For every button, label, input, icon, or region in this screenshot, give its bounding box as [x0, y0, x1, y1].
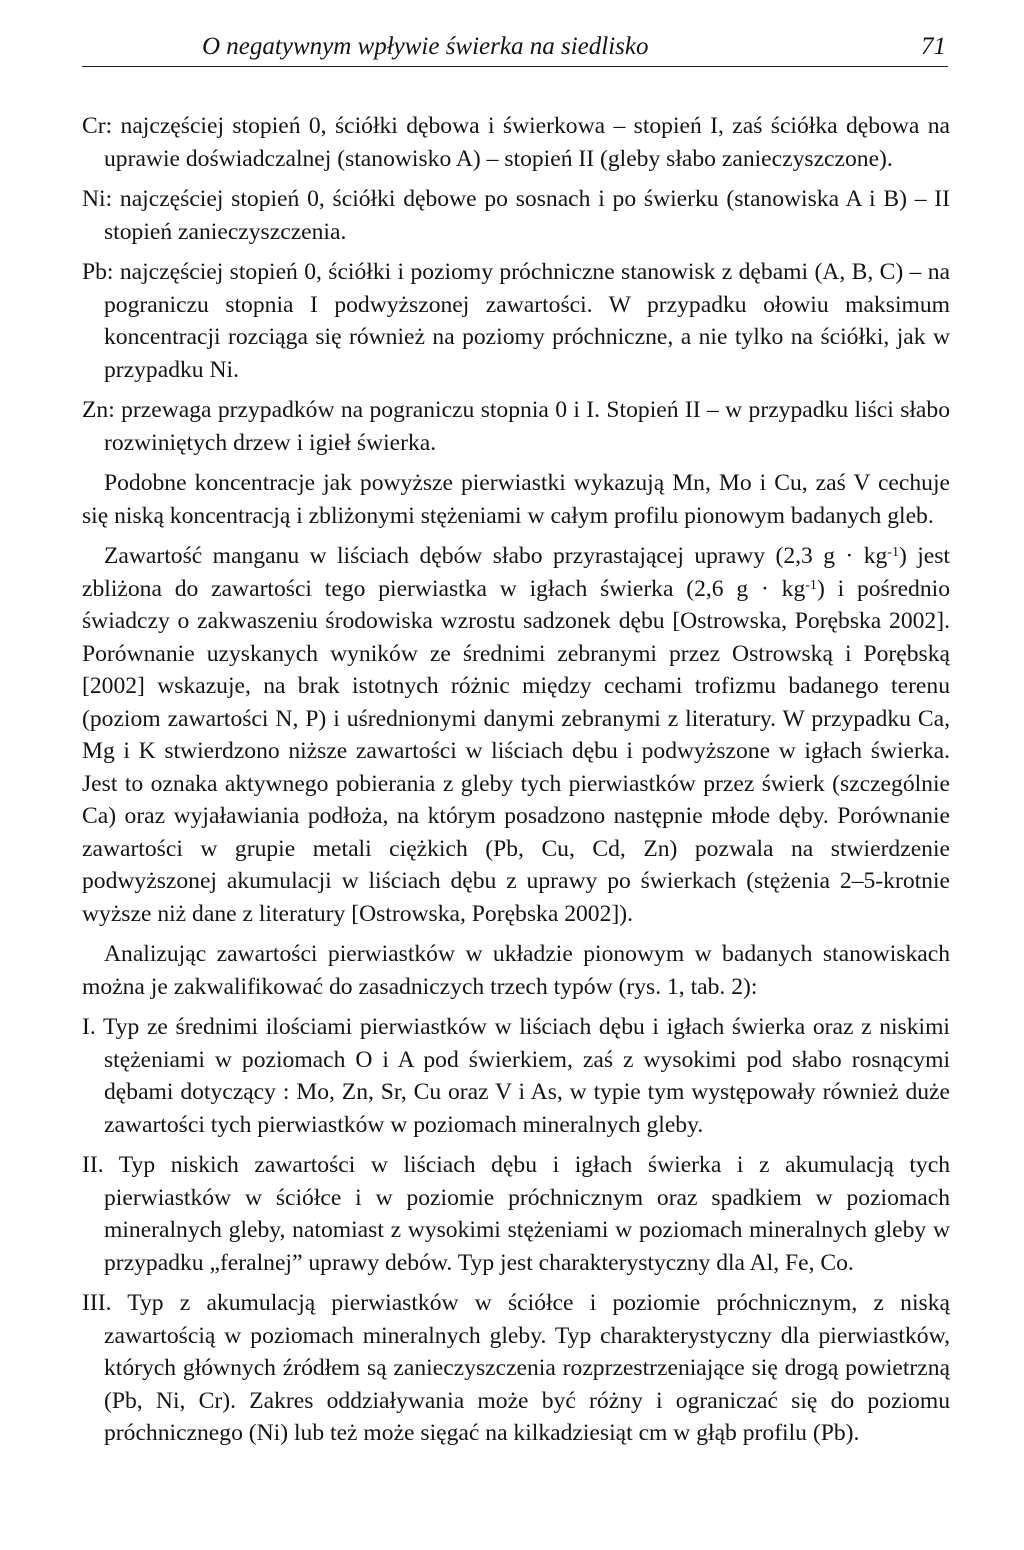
type-item-3: III. Typ z akumulacją pierwiastków w ściółce i poziomie próchnicznym, z niską zawartością w poziomach mineralnych gleby. Typ charakterystyczny dla pierwiastków, których głównych źródłem są zanieczyszczenia rozprzestrzeniające się drogą powietrzną (Pb, Ni, Cr). Zakres oddziaływania może być różny i ograniczać się do poziomu próchnicznego (Ni) lub też może sięgać na kilkadziesiąt cm w głąb profilu (Pb).: [82, 1290, 950, 1446]
superscript-minus-one: -1: [887, 545, 899, 560]
paragraph-manganese: [82, 540, 950, 930]
paragraph-similar-concentrations: Podobne koncentracje jak powyższe pierwiastki wykazują Mn, Mo i Cu, zaś V cechuje się niską koncentracją i zbliżonymi stężeniami w całym profilu pionowym badanych gleb.: [82, 470, 950, 529]
paragraph-analysis: Analizując zawartości pierwiastków w układzie pionowym w badanych stanowiskach można je zakwalifikować do zasadniczych trzech typów (rys. 1, tab. 2):: [82, 941, 950, 1000]
page-number: 71: [921, 33, 946, 60]
page-body: [82, 110, 950, 1458]
manganese-text-b: ) jest zbliżona do zawartości tego pierwiastka w igłach świerka (2,6 g · kg: [82, 543, 950, 602]
superscript-minus-one: -1: [805, 577, 817, 593]
page-header: [82, 30, 948, 67]
type-item-2: II. Typ niskich zawartości w liściach dębu i igłach świerka i z akumulacją tych pierwiastków w ściółce i w poziomie próchnicznym oraz spadkiem w poziomach mineralnych gleby, natomiast z wysokimi stężeniami w poziomach mineralnych gleby w przypadku „feralnej” uprawy debów. Typ jest charakterystyczny dla Al, Fe, Co.: [82, 1152, 950, 1276]
paragraph-cr: Cr: najczęściej stopień 0, ściółki dębowa i świerkowa – stopień I, zaś ściółka dębowa na uprawie doświadczalnej (stanowisko A) – stopień II (gleby słabo zanieczyszczone).: [82, 113, 950, 172]
type-item-1: I. Typ ze średnimi ilościami pierwiastków w liściach dębu i igłach świerka oraz z niskimi stężeniami w poziomach O i A pod świerkiem, zaś z wysokimi pod słabo rosnącymi dębami dotyczący : Mo, Zn, Sr, Cu oraz V i As, w typie tym występowały również duże zawartości tych pierwiastków w poziomach mineralnych gleby.: [82, 1014, 950, 1138]
manganese-text-c: ) i pośrednio świadczy o zakwaszeniu środowiska wzrostu sadzonek dębu [Ostrowska, Porębska 2002]. Porównanie uzyskanych wyników ze średnimi zebranymi przez Ostrowską i Porębską [2002] wskazuje, na brak istotnych różnic między cechami trofizmu badanego terenu (poziom zawartości N, P) i uśrednionymi danymi zebranymi z literatury. W przypadku Ca, Mg i K stwierdzono niższe zawartości w liściach dębu i podwyższone w igłach świerka. Jest to oznaka aktywnego pobierania z gleby tych pierwiastków przez świerk (szczególnie Ca) oraz wyjaławiania podłoża, na którym posadzono następnie młode dęby. Porównanie zawartości w grupie metali ciężkich (Pb, Cu, Cd, Zn) pozwala na stwierdzenie podwyższonej akumulacji w liściach dębu z uprawy po świerkach (stężenia 2–5-krotnie wyższe niż dane z literatury [Ostrowska, Porębska 2002]).: [82, 575, 951, 927]
paragraph-ni: Ni: najczęściej stopień 0, ściółki dębowe po sosnach i po świerku (stanowiska A i B) – II stopień zanieczyszczenia.: [82, 186, 950, 245]
running-title: O negatywnym wpływie świerka na siedlisko: [202, 33, 649, 60]
paragraph-pb: Pb: najczęściej stopień 0, ściółki i poziomy próchniczne stanowisk z dębami (A, B, C) – na pograniczu stopnia I podwyższonej zawartości. W przypadku ołowiu maksimum koncentracji rozciąga się również na poziomy próchniczne, a nie tylko na ściółki, jak w przypadku Ni.: [82, 259, 950, 383]
paragraph-zn: Zn: przewaga przypadków na pograniczu stopnia 0 i I. Stopień II – w przypadku liści słabo rozwiniętych drzew i igieł świerka.: [82, 397, 950, 456]
manganese-text-a: Zawartość manganu w liściach dębów słabo przyrastającej uprawy (2,3 g · kg: [104, 543, 888, 569]
